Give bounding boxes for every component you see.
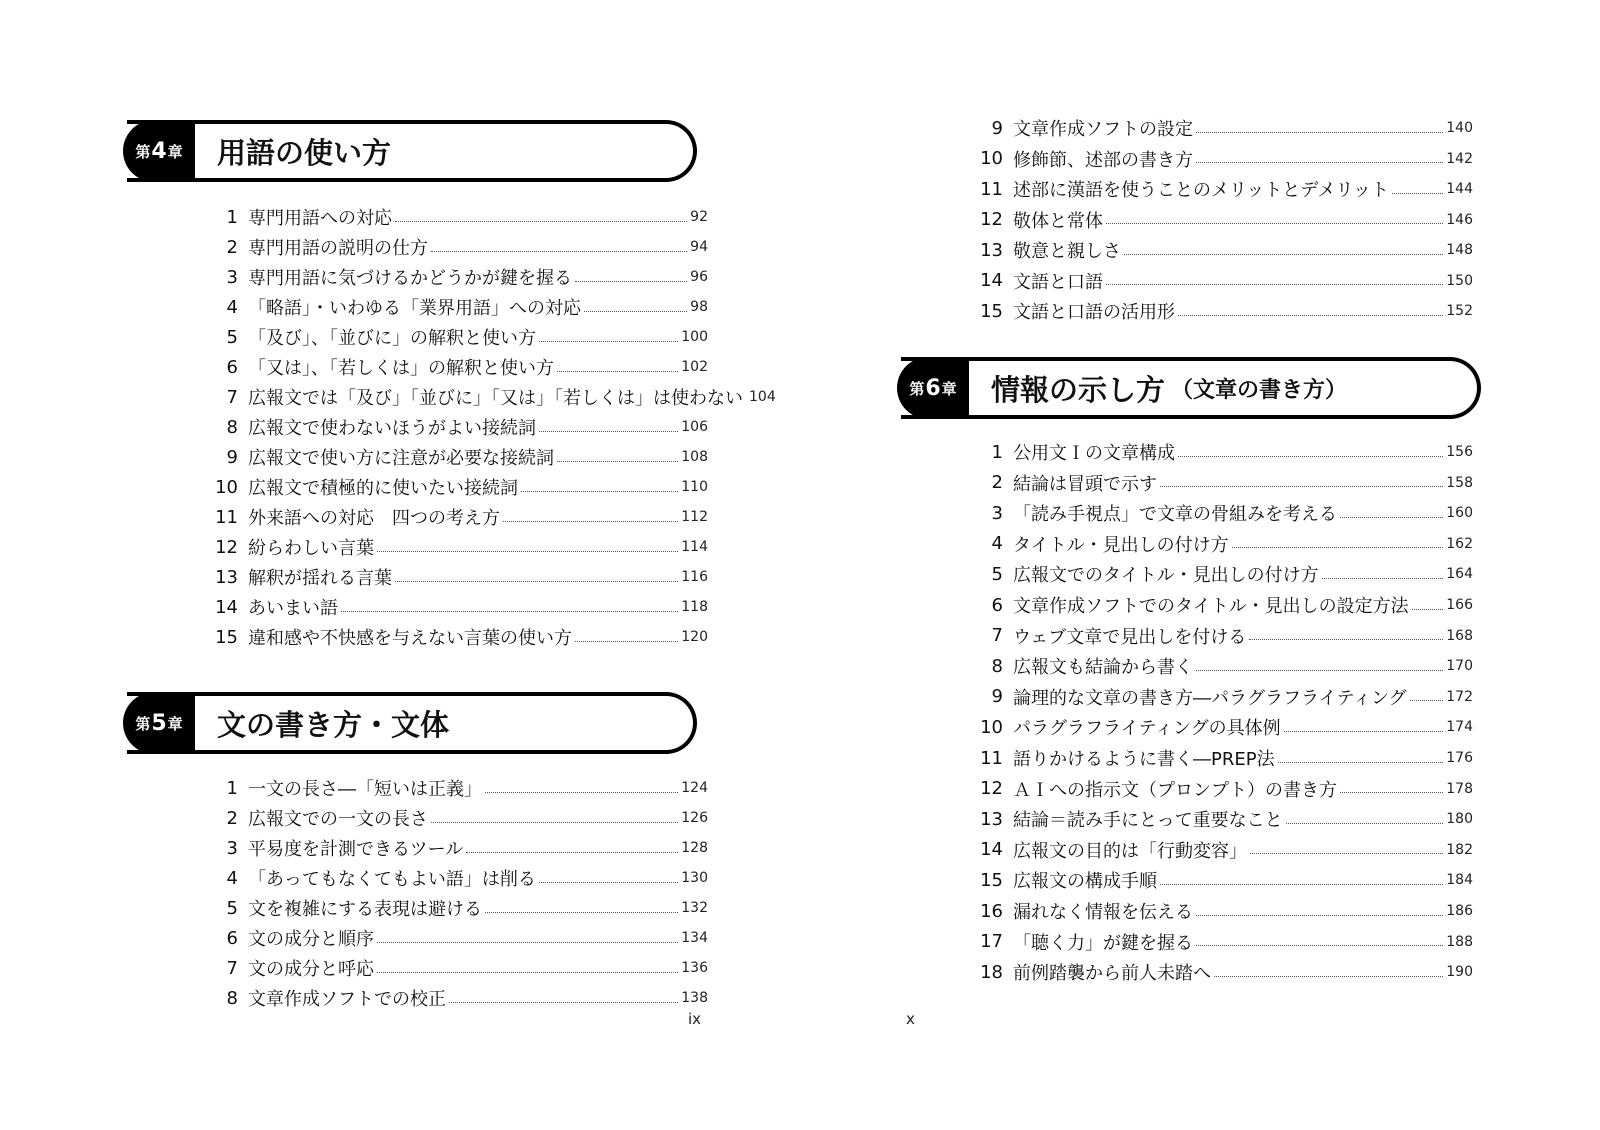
toc-entry-number: 10 — [980, 148, 1003, 169]
toc-entry-title: 語りかけるように書く―PREP法 — [1013, 749, 1275, 770]
toc-dot-leader — [521, 491, 678, 492]
chapter-badge-suffix: 章 — [941, 379, 957, 398]
toc-dot-leader — [1250, 853, 1443, 854]
toc-entry-number: 8 — [991, 655, 1003, 677]
toc-dot-leader — [1284, 731, 1444, 732]
chapter-4-badge — [123, 120, 195, 182]
toc-entry-page-number: 110 — [681, 479, 708, 495]
toc-dot-leader — [557, 461, 678, 462]
toc-dot-leader — [1340, 517, 1443, 518]
toc-entry-number: 16 — [980, 900, 1003, 922]
toc-entry-page-number: 166 — [1446, 597, 1473, 613]
toc-entry-page-number: 146 — [1446, 211, 1473, 228]
toc-entry-number: 12 — [215, 536, 238, 558]
toc-entry-number: 3 — [226, 266, 238, 288]
toc-entry-title: 専門用語への対応 — [248, 208, 392, 229]
toc-entry-number: 6 — [226, 927, 238, 949]
toc-dot-leader — [1232, 547, 1444, 548]
toc-entry-title: 「略語」・いわゆる「業界用語」への対応 — [248, 298, 581, 319]
toc-entry — [208, 923, 708, 953]
toc-entry-page-number: 142 — [1446, 150, 1473, 167]
toc-entry-page-number: 106 — [681, 419, 708, 435]
toc-entry-page-number: 140 — [1446, 120, 1473, 136]
toc-entry-number: 13 — [980, 808, 1003, 830]
toc-entry-number: 15 — [980, 869, 1003, 891]
toc-entry-title: 広報文も結論から書く — [1013, 657, 1193, 679]
toc-dot-leader — [1106, 284, 1443, 285]
toc-dot-leader — [1410, 700, 1444, 701]
toc-entry-title: 広報文では「及び」「並びに」「又は」「若しくは」は使わない — [248, 388, 743, 409]
toc-dot-leader — [1322, 578, 1444, 579]
toc-entry-title: 広報文での一文の長さ — [248, 809, 428, 830]
toc-entry-number: 4 — [226, 296, 238, 318]
toc-dot-leader — [503, 521, 678, 522]
toc-dot-leader — [1178, 315, 1443, 316]
toc-entry-number: 8 — [226, 987, 238, 1009]
page-number-left: ix — [688, 1010, 702, 1028]
toc-entry — [208, 983, 708, 1013]
toc-entry — [208, 412, 708, 442]
toc-entry-page-number: 182 — [1446, 841, 1473, 858]
toc-entry-number: 10 — [215, 476, 238, 498]
page-number-right: x — [906, 1010, 915, 1028]
toc-entry-number: 1 — [226, 777, 238, 799]
toc-entry — [973, 498, 1473, 528]
toc-entry-title: 敬体と常体 — [1013, 210, 1103, 232]
toc-entry-number: 11 — [215, 506, 238, 528]
toc-entry — [973, 927, 1473, 957]
chapter-badge-number: 4 — [151, 138, 167, 164]
chapter-6-heading — [901, 357, 1481, 419]
toc-entry-title: 漏れなく情報を伝える — [1013, 902, 1193, 923]
chapter-badge-prefix: 第 — [135, 714, 151, 733]
toc-entry — [208, 562, 708, 592]
toc-entry-number: 4 — [226, 867, 238, 889]
toc-entry-title: 文章作成ソフトの設定 — [1013, 119, 1193, 140]
toc-entry-number: 10 — [980, 716, 1003, 738]
chapter-badge-number: 6 — [925, 375, 941, 401]
toc-entry-page-number: 174 — [1446, 719, 1473, 736]
toc-entry — [208, 472, 708, 502]
toc-entry — [208, 803, 708, 833]
toc-entry-page-number: 164 — [1446, 566, 1473, 583]
toc-entry — [208, 893, 708, 923]
toc-entry-number: 15 — [980, 300, 1003, 322]
toc-entry-page-number: 180 — [1446, 811, 1473, 828]
toc-entry-page-number: 134 — [681, 930, 708, 946]
toc-entry-title: 結論＝読み手にとって重要なこと — [1013, 810, 1283, 832]
toc-dot-leader — [1124, 254, 1443, 255]
toc-entry-title: 公用文Ｉの文章構成 — [1013, 443, 1175, 464]
toc-entry-title: 述部に漢語を使うことのメリットとデメリット — [1013, 180, 1389, 201]
toc-entry — [973, 205, 1473, 235]
chapter-badge-prefix: 第 — [909, 379, 925, 398]
toc-entry — [208, 532, 708, 562]
toc-entry-page-number: 112 — [681, 509, 708, 525]
toc-entry — [208, 592, 708, 622]
chapter-5-toc — [208, 773, 708, 1013]
toc-dot-leader — [1196, 670, 1443, 671]
toc-entry-number: 1 — [226, 206, 238, 228]
chapter-badge-prefix: 第 — [135, 142, 151, 161]
toc-entry-page-number: 126 — [681, 810, 708, 826]
toc-entry — [208, 442, 708, 472]
toc-entry — [973, 529, 1473, 559]
toc-entry-title: 文語と口語 — [1013, 271, 1103, 293]
toc-entry — [973, 144, 1473, 174]
toc-entry — [973, 437, 1473, 467]
chapter-4-title: 用語の使い方 — [217, 135, 392, 170]
toc-entry-page-number: 184 — [1446, 872, 1473, 889]
toc-entry-number: 1 — [991, 441, 1003, 463]
toc-entry-title: 「及び」、「並びに」の解釈と使い方 — [248, 328, 536, 349]
toc-entry — [973, 296, 1473, 326]
toc-entry-number: 3 — [226, 837, 238, 859]
toc-entry-number: 5 — [991, 563, 1003, 585]
chapter-badge-suffix: 章 — [167, 142, 183, 161]
toc-entry-number: 15 — [215, 626, 238, 648]
toc-entry-number: 11 — [980, 747, 1003, 769]
toc-dot-leader — [485, 792, 678, 793]
toc-entry-title: 前例踏襲から前人未踏へ — [1013, 963, 1211, 985]
toc-dot-leader — [1249, 639, 1443, 640]
toc-entry-title: あいまい語 — [248, 598, 338, 619]
toc-entry — [973, 266, 1473, 296]
toc-dot-leader — [1106, 223, 1443, 224]
toc-entry-title: 「あってもなくてもよい語」は削る — [248, 869, 536, 890]
toc-entry-title: 敬意と親しさ — [1013, 241, 1121, 262]
toc-dot-leader — [431, 822, 678, 823]
toc-entry-page-number: 100 — [681, 329, 708, 345]
toc-entry — [973, 113, 1473, 143]
toc-entry — [973, 835, 1473, 865]
toc-entry — [973, 559, 1473, 589]
toc-entry-page-number: 96 — [690, 269, 708, 285]
toc-entry-page-number: 138 — [681, 990, 708, 1006]
toc-entry-title: 「読み手視点」で文章の骨組みを考える — [1013, 504, 1337, 526]
toc-entry-number: 12 — [980, 778, 1003, 800]
toc-entry-page-number: 190 — [1446, 964, 1473, 981]
toc-entry-page-number: 120 — [681, 629, 708, 645]
chapter-badge-suffix: 章 — [167, 714, 183, 733]
toc-entry-title: 平易度を計測できるツール — [248, 839, 464, 860]
toc-entry — [208, 202, 708, 232]
toc-entry — [973, 804, 1473, 834]
toc-entry-page-number: 116 — [681, 569, 708, 585]
toc-entry — [973, 865, 1473, 895]
toc-entry-page-number: 136 — [681, 960, 708, 976]
toc-entry — [208, 953, 708, 983]
toc-entry-page-number: 150 — [1446, 272, 1473, 289]
toc-dot-leader — [1196, 945, 1443, 946]
toc-entry-page-number: 114 — [681, 539, 708, 555]
toc-dot-leader — [431, 251, 687, 252]
toc-entry-number: 2 — [226, 807, 238, 829]
chapter-6-badge — [897, 357, 969, 419]
toc-entry-page-number: 92 — [690, 209, 708, 225]
toc-entry-title: 文を複雑にする表現は避ける — [248, 899, 482, 920]
toc-entry-number: 9 — [991, 686, 1003, 708]
toc-dot-leader — [485, 912, 678, 913]
toc-entry — [208, 382, 776, 412]
toc-entry-number: 14 — [215, 596, 238, 618]
toc-entry-title: 専門用語の説明の仕方 — [248, 238, 428, 259]
toc-entry-title: 解釈が揺れる言葉 — [248, 568, 392, 589]
chapter-6-title-main: 情報の示し方 — [991, 372, 1166, 407]
toc-entry — [208, 262, 708, 292]
toc-entry-page-number: 158 — [1446, 474, 1473, 491]
toc-entry-number: 13 — [980, 239, 1003, 261]
toc-entry-title: 広報文の目的は「行動変容」 — [1013, 840, 1247, 862]
toc-entry-number: 9 — [226, 446, 238, 468]
toc-dot-leader — [341, 611, 678, 612]
toc-entry — [973, 774, 1473, 804]
toc-dot-leader — [449, 1002, 678, 1003]
toc-entry-number: 2 — [991, 472, 1003, 494]
toc-entry-title: ＡＩへの指示文（プロンプト）の書き方 — [1013, 779, 1337, 801]
toc-entry — [208, 232, 708, 262]
toc-entry-title: 専門用語に気づけるかどうかが鍵を握る — [248, 268, 572, 289]
toc-entry — [973, 651, 1473, 681]
toc-dot-leader — [377, 942, 678, 943]
chapter-badge-number: 5 — [151, 710, 167, 736]
chapter-5-heading — [127, 692, 697, 754]
toc-dot-leader — [539, 431, 678, 432]
toc-entry-number: 7 — [226, 957, 238, 979]
toc-entry-title: 広報文でのタイトル・見出しの付け方 — [1013, 565, 1319, 587]
toc-entry-number: 14 — [980, 270, 1003, 291]
toc-dot-leader — [575, 641, 678, 642]
toc-entry-title: 結論は冒頭で示す — [1013, 473, 1157, 495]
chapter-6-title — [991, 361, 1347, 415]
toc-entry-page-number: 128 — [681, 840, 708, 856]
toc-entry-title: 広報文で使い方に注意が必要な接続詞 — [248, 448, 554, 469]
toc-entry — [973, 174, 1473, 204]
toc-entry — [973, 468, 1473, 498]
toc-dot-leader — [1214, 976, 1443, 977]
toc-entry — [208, 863, 708, 893]
toc-entry-page-number: 144 — [1446, 181, 1473, 197]
toc-dot-leader — [377, 551, 678, 552]
toc-entry-page-number: 148 — [1446, 242, 1473, 258]
toc-entry — [973, 682, 1473, 712]
toc-dot-leader — [1278, 762, 1444, 763]
toc-dot-leader — [1178, 456, 1443, 457]
toc-entry-number: 2 — [226, 236, 238, 258]
toc-entry-title: 違和感や不快感を与えない言葉の使い方 — [248, 628, 572, 649]
toc-entry-page-number: 178 — [1446, 780, 1473, 797]
toc-entry-number: 12 — [980, 209, 1003, 230]
toc-entry-number: 18 — [980, 961, 1003, 983]
toc-entry-title: 文語と口語の活用形 — [1013, 302, 1175, 323]
toc-entry-page-number: 172 — [1446, 688, 1473, 705]
toc-entry-page-number: 94 — [690, 239, 708, 255]
toc-entry — [973, 743, 1473, 773]
toc-entry-title: 紛らわしい言葉 — [248, 538, 374, 559]
toc-entry-page-number: 130 — [681, 870, 708, 886]
chapter-6-title-subtitle: （文章の書き方） — [1171, 377, 1348, 403]
chapter-4-heading — [127, 120, 697, 182]
toc-entry-title: 「又は」、「若しくは」の解釈と使い方 — [248, 358, 554, 379]
toc-entry-title: 「聴く力」が鍵を握る — [1013, 932, 1193, 954]
chapter-4-toc — [208, 202, 776, 652]
chapter-5-toc-continued — [973, 113, 1473, 327]
toc-entry-page-number: 168 — [1446, 627, 1473, 644]
toc-entry-page-number: 176 — [1446, 750, 1473, 766]
toc-entry-number: 5 — [226, 326, 238, 348]
toc-dot-leader — [584, 311, 687, 312]
toc-entry — [973, 590, 1473, 620]
toc-entry-page-number: 188 — [1446, 933, 1473, 950]
toc-entry — [208, 833, 708, 863]
toc-dot-leader — [1392, 193, 1443, 194]
toc-entry-title: 一文の長さ―「短いは正義」 — [248, 779, 482, 800]
toc-entry-page-number: 162 — [1446, 535, 1473, 552]
toc-entry-number: 7 — [991, 625, 1003, 647]
toc-entry-title: 文の成分と呼応 — [248, 959, 374, 980]
toc-entry — [208, 292, 708, 322]
toc-entry-title: パラグラフライティングの具体例 — [1013, 718, 1281, 740]
toc-dot-leader — [1196, 162, 1443, 163]
toc-dot-leader — [1286, 823, 1444, 824]
toc-dot-leader — [1340, 792, 1443, 793]
toc-entry-title: 論理的な文章の書き方―パラグラフライティング — [1013, 687, 1407, 709]
toc-entry-title: タイトル・見出しの付け方 — [1013, 534, 1229, 556]
toc-entry — [973, 957, 1473, 987]
chapter-5-title: 文の書き方・文体 — [217, 707, 450, 742]
toc-entry-title: 文の成分と順序 — [248, 929, 374, 950]
toc-entry-title: ウェブ文章で見出しを付ける — [1013, 626, 1247, 648]
toc-entry-page-number: 108 — [681, 449, 708, 465]
toc-entry-title: 文章作成ソフトでの校正 — [248, 989, 446, 1010]
chapter-6-toc — [973, 437, 1473, 989]
toc-dot-leader — [1196, 132, 1443, 133]
toc-entry-page-number: 124 — [681, 780, 708, 796]
toc-entry-page-number: 156 — [1446, 444, 1473, 460]
toc-dot-leader — [1160, 884, 1443, 885]
toc-entry-title: 広報文で使わないほうがよい接続詞 — [248, 418, 536, 439]
toc-dot-leader — [1160, 486, 1443, 487]
toc-dot-leader — [395, 581, 678, 582]
toc-entry-title: 文章作成ソフトでのタイトル・見出しの設定方法 — [1013, 596, 1409, 617]
toc-entry-number: 13 — [215, 566, 238, 588]
toc-entry-title: 広報文の構成手順 — [1013, 871, 1157, 893]
toc-entry-page-number: 132 — [681, 900, 708, 916]
toc-entry-number: 17 — [980, 931, 1003, 953]
toc-entry — [208, 322, 708, 352]
toc-entry-page-number: 102 — [681, 359, 708, 375]
toc-dot-leader — [466, 852, 678, 853]
toc-dot-leader — [377, 972, 678, 973]
toc-dot-leader — [575, 281, 687, 282]
toc-entry-number: 11 — [980, 178, 1003, 200]
toc-entry — [973, 896, 1473, 926]
toc-entry-page-number: 170 — [1446, 658, 1473, 675]
toc-entry-page-number: 152 — [1446, 303, 1473, 319]
toc-entry-title: 外来語への対応 四つの考え方 — [248, 508, 500, 529]
right-page — [800, 0, 1600, 1130]
toc-entry — [973, 621, 1473, 651]
toc-entry — [208, 773, 708, 803]
toc-entry — [973, 235, 1473, 265]
toc-entry-number: 9 — [991, 117, 1003, 139]
toc-entry-title: 修飾節、述部の書き方 — [1013, 149, 1193, 171]
toc-entry-page-number: 160 — [1446, 505, 1473, 522]
toc-entry — [208, 502, 708, 532]
toc-dot-leader — [395, 221, 687, 222]
toc-entry-number: 6 — [226, 356, 238, 378]
toc-entry-number: 4 — [991, 533, 1003, 555]
toc-entry-page-number: 118 — [681, 599, 708, 615]
toc-dot-leader — [1412, 609, 1444, 610]
toc-dot-leader — [557, 371, 678, 372]
toc-entry-number: 6 — [991, 594, 1003, 616]
toc-entry-number: 14 — [980, 839, 1003, 861]
toc-entry — [973, 712, 1473, 742]
toc-entry-page-number: 98 — [690, 299, 708, 315]
chapter-5-badge — [123, 692, 195, 754]
toc-dot-leader — [539, 341, 678, 342]
toc-entry — [208, 622, 708, 652]
toc-dot-leader — [1196, 915, 1443, 916]
toc-dot-leader — [539, 882, 678, 883]
toc-entry — [208, 352, 708, 382]
toc-entry-number: 8 — [226, 416, 238, 438]
toc-entry-page-number: 186 — [1446, 903, 1473, 919]
toc-entry-title: 広報文で積極的に使いたい接続詞 — [248, 478, 518, 499]
toc-entry-number: 7 — [226, 386, 238, 408]
toc-entry-number: 5 — [226, 897, 238, 919]
toc-entry-page-number: 104 — [749, 389, 776, 405]
toc-entry-number: 3 — [991, 502, 1003, 524]
